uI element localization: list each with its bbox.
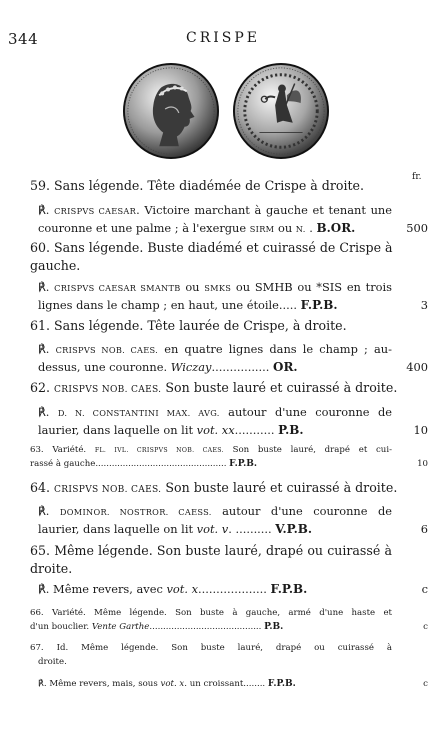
entry-line [0, 642, 446, 654]
text-run: 66. Variété. Même légende. Son buste à gauche, armé d'une haste et [30, 608, 392, 618]
entry-text [30, 543, 392, 560]
price-value: 400 [406, 360, 428, 374]
text-run: 62. [30, 380, 55, 395]
legend-smallcaps: DOMINOR. NOSTROR. CAESS. [59, 507, 212, 517]
legend-smallcaps: CRISPVS NOB. CAES. [54, 385, 162, 395]
entry-text [30, 642, 392, 654]
rarity-grade: F.P.B. [229, 458, 257, 469]
italic-run: vot. xx [196, 423, 235, 437]
entry-line [0, 318, 446, 335]
legend-smallcaps: CRISPVS NOB. CAES. [55, 345, 159, 355]
entry-line [0, 280, 446, 295]
entry-text [30, 607, 392, 619]
legend-smallcaps: SIRM [249, 224, 275, 234]
text-run: 65. Même légende. Son buste lauré, drapé ou cuirassé à [30, 543, 392, 558]
text-run: laurier, dans laquelle on lit [38, 522, 197, 536]
price-value: 10 [417, 458, 428, 469]
italic-run: vot. x. [160, 679, 187, 689]
column-header-currency: fr. [412, 172, 422, 182]
entry-line [0, 543, 446, 560]
entry-line [0, 480, 446, 497]
text-run: ou SMHB ou *SIS en trois [231, 280, 392, 294]
text-run: en quatre lignes dans le champ ; au- [158, 342, 392, 356]
text-run: couronne et une palme ; à l'exergue [38, 221, 250, 235]
text-run: droite. [30, 561, 73, 576]
entry-line [0, 405, 446, 420]
entry-text [30, 258, 392, 275]
entry-text [30, 480, 398, 499]
text-run: droite. [38, 656, 67, 667]
entry-text [38, 405, 392, 421]
rarity-grade: F.P.B. [267, 679, 296, 689]
text-run: ou [180, 280, 205, 294]
text-run: ℟. Même revers, avec [38, 582, 167, 596]
text-run: ................... [198, 582, 271, 596]
text-run: ℟. [38, 405, 58, 419]
price-value: 500 [406, 221, 428, 235]
entry-line [0, 656, 446, 668]
entry-text [30, 444, 392, 457]
text-run: 61. Sans légende. Tête laurée de Crispe, à droite. [30, 318, 347, 333]
legend-smallcaps: CRISPVS CAESAR [54, 206, 137, 216]
price-value: c [423, 621, 428, 632]
entry-line [0, 607, 446, 619]
text-run: . .......... [228, 522, 276, 536]
text-run: Son buste lauré et cuirassé à droite. [161, 380, 398, 395]
text-run: 59. Sans légende. Tête diadémée de Crispe à droite. [30, 178, 364, 193]
text-run: gauche. [30, 258, 81, 273]
text-run: 67. Id. Même légende. Son buste lauré, drapé ou cuirassé à [30, 643, 392, 653]
text-run: ℟. [38, 280, 55, 294]
rarity-grade: P.B. [278, 423, 304, 437]
entry-text [38, 423, 392, 438]
entry-line [0, 221, 446, 236]
entry-line [0, 582, 446, 597]
text-run: dessus, une couronne. [38, 360, 171, 374]
text-run: ................ [211, 360, 274, 374]
italic-run: vot. x [166, 582, 199, 596]
text-run: Son buste lauré, drapé et cui- [223, 445, 392, 455]
rarity-grade: V.P.B. [275, 522, 313, 536]
italic-run: Wiczay [170, 360, 212, 374]
text-run: ou [274, 221, 296, 235]
entry-text [30, 458, 392, 470]
text-run: ℟. [38, 342, 56, 356]
entry-text [38, 582, 392, 597]
italic-run: vot. v [196, 522, 229, 536]
text-run: ℟. [38, 203, 55, 217]
price-value: c [423, 679, 428, 689]
entry-line [0, 522, 446, 537]
legend-smallcaps: FL. IVL. CRISPVS NOB. CAES. [94, 447, 224, 454]
entry-line [0, 678, 446, 690]
entry-text [38, 656, 392, 668]
entry-text [38, 522, 392, 537]
text-run: autour d'une couronne de [211, 504, 393, 518]
price-value: 6 [420, 522, 428, 536]
entry-text [30, 561, 392, 578]
entry-text [38, 280, 392, 296]
rarity-grade: P.B. [264, 621, 284, 632]
rarity-grade: F.P.B. [300, 298, 338, 312]
entry-line [0, 342, 446, 357]
price-value: c [421, 582, 428, 596]
entry-text [38, 221, 392, 237]
entry-line [0, 258, 446, 275]
coin-obverse-image [122, 62, 220, 160]
rarity-grade: B.OR. [316, 221, 356, 235]
entry-line [0, 621, 446, 633]
price-value: 10 [413, 423, 428, 437]
entry-line [0, 444, 446, 456]
entry-line [0, 380, 446, 397]
text-run: un croissant........ [187, 679, 268, 689]
text-run: 60. Sans légende. Buste diadémé et cuirassé de Crispe à [30, 240, 393, 255]
entry-line [0, 203, 446, 218]
entry-text [38, 678, 392, 690]
rarity-grade: F.P.B. [270, 582, 308, 596]
entry-line [0, 504, 446, 519]
text-run: laurier, dans laquelle on lit [38, 423, 197, 437]
legend-smallcaps: SMKS [204, 283, 232, 293]
entry-text [38, 342, 392, 358]
entry-text [38, 360, 392, 375]
text-run: . [305, 221, 317, 235]
text-run: rassé à gauche................................................ [30, 458, 230, 469]
text-run: lignes dans le champ ; en haut, une étoile..... [38, 298, 301, 312]
entry-line [0, 561, 446, 578]
text-run: ......................................... [149, 621, 265, 632]
coin-reverse-image [232, 62, 330, 160]
entry-text [30, 380, 398, 399]
legend-smallcaps: D. N. CONSTANTINI MAX. AVG. [57, 408, 220, 418]
entry-text [38, 504, 392, 520]
entry-text [30, 318, 392, 335]
page-number: 344 [8, 30, 39, 48]
entry-line [0, 240, 446, 257]
entry-text [38, 298, 392, 313]
text-run: d'un bouclier. [30, 621, 92, 632]
entry-text [30, 240, 392, 257]
legend-smallcaps: N. [295, 224, 306, 234]
entry-text [38, 203, 392, 219]
text-run: Son buste lauré et cuirassé à droite. [161, 480, 398, 495]
rarity-grade: OR. [273, 360, 298, 374]
entry-line [0, 360, 446, 375]
text-run: . Victoire marchant à gauche et tenant une [136, 203, 392, 217]
entry-text [30, 178, 392, 195]
entry-text [30, 621, 392, 633]
running-title: CRISPE [185, 30, 260, 46]
entry-line [0, 458, 446, 470]
text-run: 63. Variété. [30, 445, 95, 455]
legend-smallcaps: CRISPVS CAESAR SMANTB [54, 283, 181, 293]
text-run: autour d'une couronne de [219, 405, 392, 419]
price-value: 3 [420, 298, 428, 312]
text-run: ℟. [38, 504, 60, 518]
entry-line [0, 178, 446, 195]
text-run: ℟. Même revers, mais, sous [38, 679, 161, 689]
entry-line [0, 298, 446, 313]
entry-line [0, 423, 446, 438]
text-run: ........... [234, 423, 279, 437]
italic-run: Vente Garthe [91, 621, 150, 632]
legend-smallcaps: CRISPVS NOB. CAES. [54, 485, 162, 495]
text-run: 64. [30, 480, 55, 495]
